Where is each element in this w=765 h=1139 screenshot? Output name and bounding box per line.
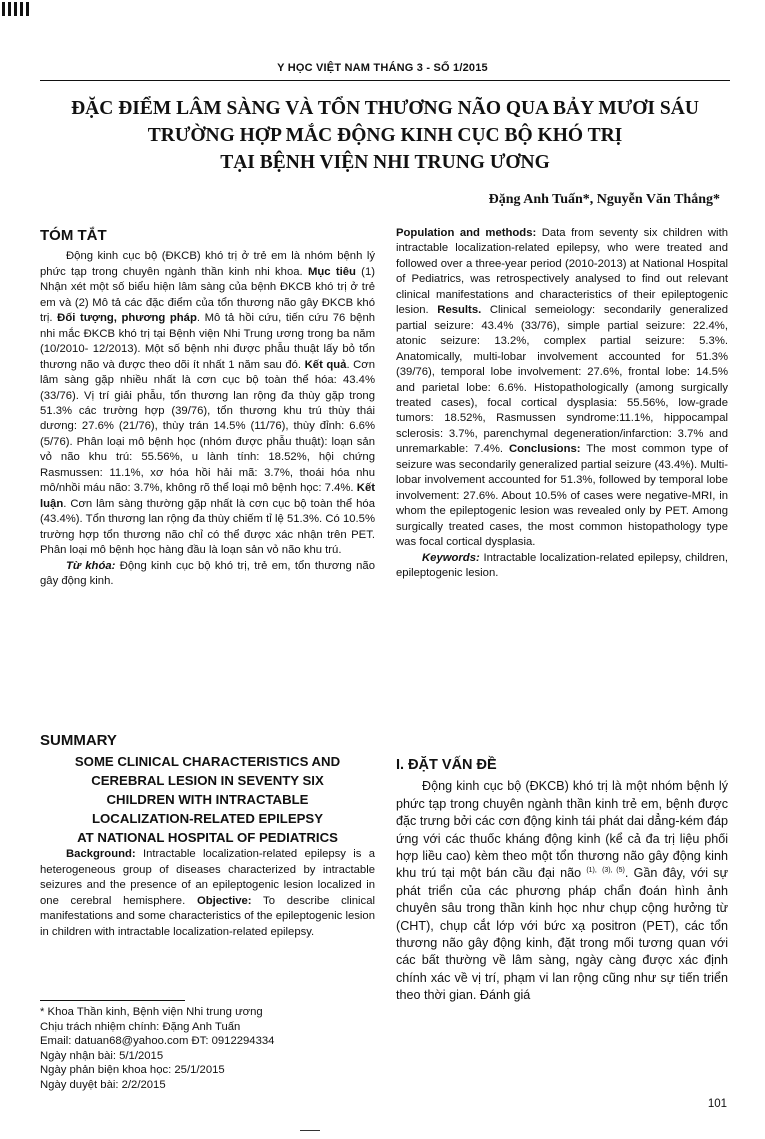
objective-text: To describe clinical manifestations and some characteristics of the epileptogenic lesion in children with intractable localization-related epilepsy. bbox=[40, 894, 375, 938]
summary-heading: SUMMARY bbox=[40, 732, 117, 749]
scan-edge-marks bbox=[0, 0, 765, 20]
page-number: 101 bbox=[707, 1098, 727, 1110]
footnote-line: Chịu trách nhiệm chính: Đặng Anh Tuấn bbox=[40, 1020, 241, 1033]
footnote bbox=[40, 1000, 375, 1092]
keywords-text: Intractable localization-related epilepsy, children, epileptogenic lesion. bbox=[396, 551, 728, 579]
summary-title-line: CHILDREN WITH INTRACTABLE bbox=[106, 792, 309, 808]
citation: (1), bbox=[586, 867, 597, 875]
summary-title-line: SOME CLINICAL CHARACTERISTICS AND bbox=[74, 754, 341, 770]
tu-khoa bbox=[40, 559, 375, 590]
footnote-line: Ngày phản biện khoa học: 25/1/2015 bbox=[40, 1064, 225, 1076]
keywords-label: Keywords: bbox=[422, 551, 480, 564]
footnote-line: Ngày duyệt bài: 2/2/2015 bbox=[40, 1078, 166, 1091]
summary-title bbox=[40, 752, 375, 847]
intro-section bbox=[396, 757, 728, 1005]
footnote-rule bbox=[40, 1000, 185, 1001]
tom-tat-body bbox=[40, 249, 375, 558]
article-title bbox=[40, 95, 730, 176]
tom-tat-intro: Động kinh cục bộ (ĐKCB) khó trị ở trẻ em là nhóm bệnh lý phức tạp trong chuyên ngành thần kinh nhi khoa. bbox=[40, 250, 375, 278]
results-text: Clinical semeiology: secondarily generalized partial seizure: 43.4% (33/76), simple partial seizure: 22.4%, atonic seizure: 13.2%, complex partial seizure: 5.3%. Anatomically, multi-lobar involvement accounted for 51.3% (39/76), temporal lobe involvement: 27.6%, frontal lobe: 14.5% and parietal lobe: 6.6%. Histopathologically (among surgically treated cases), focal cortical dysplasia: 55.56%, low-grade tumors: 18.52%, Rasmussen syndrome:11.1%, hippocampal sclerosis: 3.7%, parenchymal degeneration/infarction: 3.7% and unremarkable: 7.4%. bbox=[396, 304, 729, 456]
doi-tuong-text: . Mô tả hồi cứu, tiến cứu 76 bệnh nhi mắc ĐKCB khó trị tại Bệnh viện Nhi Trung ương trong ba năm (10/2010- 12/2013). Một số bệnh nhi được phẫu thuật lấy bỏ tổn thương não và được theo dõi ít nhất 1 năm sau đó. bbox=[40, 312, 376, 371]
tom-tat-section bbox=[40, 228, 375, 589]
background-label: Background: bbox=[66, 848, 136, 861]
ket-luan-label: Kết luận bbox=[40, 482, 375, 510]
header-rule bbox=[40, 80, 730, 81]
footnote-line: Email: datuan68@yahoo.com ĐT: 0912294334 bbox=[40, 1035, 275, 1047]
scan-mark bbox=[300, 1130, 320, 1135]
journal-header: Y HỌC VIỆT NAM THÁNG 3 - SỐ 1/2015 bbox=[277, 62, 488, 74]
title-line: TẠI BỆNH VIỆN NHI TRUNG ƯƠNG bbox=[220, 152, 550, 173]
muc-tieu-label: Mục tiêu bbox=[307, 265, 356, 278]
conclusions-text: The most common type of seizure was secondarily generalized partial seizure (43.4%). Multi-lobar involvement accounted for 51.3%, followed by temporal lobe involvement: 27.6%. About 10.5% of cases were negative-MRI, in whom the epileptogenic lesion was revealed only by PET. Among surgically treated cases, the most common histopathology type was focal cortical dysplasia. bbox=[396, 443, 728, 549]
results-label: Results. bbox=[437, 304, 482, 317]
authors: Đặng Anh Tuấn*, Nguyễn Văn Thắng* bbox=[488, 192, 720, 207]
muc-tieu-text: (1) Nhận xét một số biểu hiện lâm sàng của bệnh ĐKCB khó trị ở trẻ em và (2) Mô tả các đặc điểm của tổn thương não gây ĐKCB khó trị. bbox=[40, 265, 375, 325]
population-label: Population and methods: bbox=[396, 227, 537, 239]
background-text: Intractable localization-related epilepsy is a heterogeneous group of diseases characterized by intractable seizures and the presence of an epileptogenic lesion localized in one cerebral hemisphere. bbox=[40, 848, 375, 907]
intro-text-a: Động kinh cục bộ (ĐKCB) khó trị là một nhóm bệnh lý phức tạp trong chuyên ngành thần kinh trẻ em, bệnh được đặc trưng bởi các cơn động kinh tái phát dai dẳng-kém đáp ứng với các thuốc kháng động kinh (kể cả đa trị liệu phối hợp liều cao) kèm theo một tổn thương não gây động kinh khu trú tại một bán cầu đại não bbox=[396, 779, 728, 881]
footnote-line: * Khoa Thần kinh, Bệnh viện Nhi trung ương bbox=[40, 1006, 263, 1018]
intro-text-b: . Gần đây, với sự phát triển của các phương pháp chẩn đoán hình ảnh chuyên sâu trong thần kinh học như chụp cộng hưởng từ (CHT), chụp cắt lớp với bức xạ positron (PET), các tổn thương não gây động kinh, đặt trong mối tương quan với các bất thường về lâm sàng, ngày càng được xác định chính xác về vị trí, phạm vi lan rộng cũng như sự tiến triển theo thời gian. Đánh giá bbox=[396, 866, 729, 1003]
tu-khoa-text: Động kinh cục bộ khó trị, trẻ em, tổn thương não gây động kinh. bbox=[40, 559, 375, 587]
population-text: Data from seventy six children with intractable localization-related epilepsy, who were treated and followed over a three-year period (2010-2013) at National Hospital of Pediatrics, was retrospectively analysed to find out relevant clinical manifestations and characteristics of their epileptogenic lesion. bbox=[396, 227, 728, 317]
summary-title-line: CEREBRAL LESION IN SEVENTY SIX bbox=[91, 773, 324, 789]
summary-title-line: LOCALIZATION-RELATED EPILEPSY bbox=[91, 811, 324, 827]
summary-body-left bbox=[40, 847, 375, 940]
title-line: TRƯỜNG HỢP MẮC ĐỘNG KINH CỤC BỘ KHÓ TRỊ bbox=[147, 125, 623, 146]
summary-title-line: AT NATIONAL HOSPITAL OF PEDIATRICS bbox=[77, 830, 338, 846]
ket-qua-label: Kết quả bbox=[304, 358, 347, 371]
summary-continued bbox=[396, 226, 728, 581]
doi-tuong-label: Đối tượng, phương pháp bbox=[57, 312, 197, 325]
footnote-line: Ngày nhận bài: 5/1/2015 bbox=[40, 1049, 164, 1062]
summary-section bbox=[40, 733, 375, 940]
intro-body bbox=[396, 778, 728, 1004]
citation: (3), (5) bbox=[602, 867, 625, 875]
ket-luan-text: . Cơn lâm sàng thường gặp nhất là cơn cục bộ toàn thể hóa (43.4%). Tổn thương lan rộng đa thùy chiếm tỉ lệ 51.3%. Có 10.5% trường hợp tổn thương não chỉ có thể được xác nhận trên PET. Phân loại mô bệnh học hàng đầu là loạn sản vỏ não khu trú. bbox=[40, 497, 375, 557]
summary-body-right bbox=[396, 226, 728, 551]
tom-tat-heading: TÓM TẮT bbox=[40, 227, 107, 244]
title-line: ĐẶC ĐIỂM LÂM SÀNG VÀ TỔN THƯƠNG NÃO QUA BẢY MƯƠI SÁU bbox=[71, 98, 699, 119]
scan-bars bbox=[2, 2, 32, 16]
tu-khoa-label: Từ khóa: bbox=[66, 559, 116, 572]
conclusions-label: Conclusions: bbox=[508, 443, 581, 456]
objective-label: Objective: bbox=[196, 894, 252, 907]
intro-heading: I. ĐẶT VẤN ĐỀ bbox=[396, 757, 497, 773]
keywords bbox=[396, 551, 728, 582]
ket-qua-text: . Cơn lâm sàng gặp nhiều nhất là cơn cục bộ toàn thể hóa: 43.4% (33/76). Vị trí giải phẫu, tổn thương lan rộng đa thùy gặp trong 51.3% các trường hợp (39/76), tổn thương khu trú thùy thái dương: 27.6% (21/76), thùy trán 14.5% (11/76), thùy đỉnh: 6.6% (5/76). Phân loại mô bệnh học (nhóm được phẫu thuật): loạn sản vỏ não khu trú: 55.56%, u lành tính: 18.52%, hội chứng Rasmussen: 11.1%, xơ hóa hồi hải mã: 3.7%, thoái hóa nhu mô/nhồi máu não: 3.7%, không rõ thể loại mô bệnh học: 7.4%. bbox=[40, 358, 375, 495]
